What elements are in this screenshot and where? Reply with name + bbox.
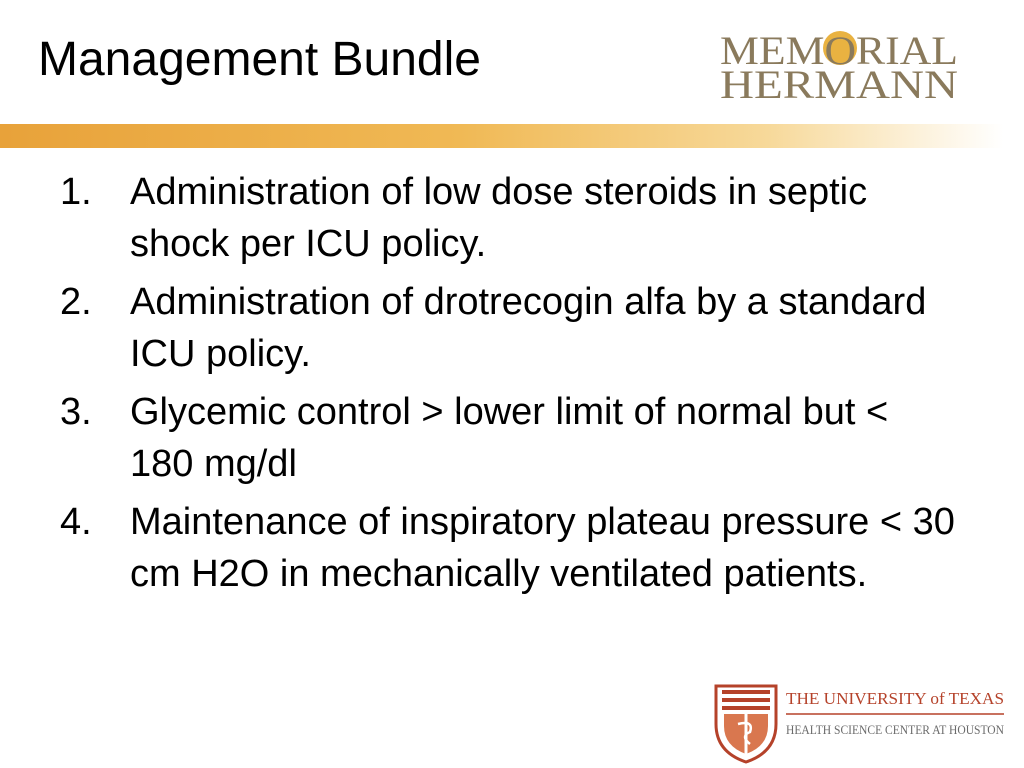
list-number: 4. (60, 501, 92, 543)
ut-health-logo (710, 680, 1010, 764)
ut-logo-line2: HEALTH SCIENCE CENTER AT HOUSTON (786, 722, 1005, 737)
memorial-hermann-logo (712, 20, 968, 104)
accent-bar (0, 124, 1024, 148)
list-text: Glycemic control > lower limit of normal but < 180 mg/dl (130, 391, 889, 485)
list-number: 3. (60, 391, 92, 433)
list-item (60, 496, 960, 600)
list-text: Administration of low dose steroids in septic shock per ICU policy. (130, 171, 868, 265)
ut-seal-icon (716, 686, 776, 762)
list-number: 2. (60, 281, 92, 323)
list-item (60, 166, 960, 270)
slide-title: Management Bundle (38, 33, 481, 86)
list-item (60, 386, 960, 490)
list-item (60, 276, 960, 380)
bullet-list (60, 166, 960, 606)
list-text: Maintenance of inspiratory plateau pressure < 30 cm H2O in mechanically ventilated patients. (130, 501, 955, 595)
list-number: 1. (60, 171, 92, 213)
logo-line-hermann: HERMANN (720, 62, 958, 104)
logo-line-memorial: MEMORIAL (720, 28, 958, 73)
ut-logo-line1: THE UNIVERSITY of TEXAS (786, 689, 1004, 708)
list-text: Administration of drotrecogin alfa by a standard ICU policy. (130, 281, 927, 375)
